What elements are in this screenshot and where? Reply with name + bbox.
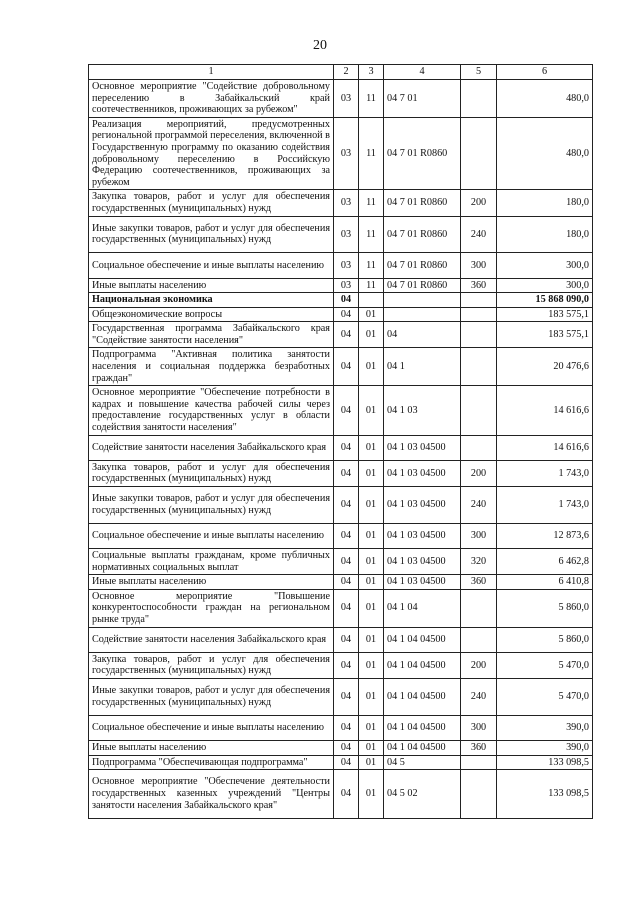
row-subsection-cell: 01	[359, 627, 384, 652]
row-amount-cell: 133 098,5	[497, 770, 593, 818]
row-target-article-cell: 04 5	[384, 755, 461, 770]
row-subsection-cell: 01	[359, 487, 384, 524]
row-target-article-cell: 04 1 04 04500	[384, 627, 461, 652]
row-subsection-cell: 01	[359, 549, 384, 575]
row-name-cell: Социальное обеспечение и иные выплаты населению	[89, 715, 334, 740]
row-section-cell: 04	[334, 322, 359, 348]
row-expense-type-cell: 300	[461, 715, 497, 740]
row-target-article-cell: 04 7 01 R0860	[384, 190, 461, 216]
table-row	[89, 253, 593, 278]
row-amount-cell: 1 743,0	[497, 460, 593, 486]
row-name-cell: Закупка товаров, работ и услуг для обеспечения государственных (муниципальных) нужд	[89, 652, 334, 678]
row-section-cell: 04	[334, 487, 359, 524]
row-name-cell: Иные закупки товаров, работ и услуг для обеспечения государственных (муниципальных) нужд	[89, 487, 334, 524]
row-amount-cell: 300,0	[497, 253, 593, 278]
row-name-cell: Иные закупки товаров, работ и услуг для обеспечения государственных (муниципальных) нужд	[89, 216, 334, 253]
row-name-cell: Основное мероприятие "Содействие добровольному переселению в Забайкальский край соотечественников, проживающих за рубежом"	[89, 80, 334, 118]
table-row	[89, 293, 593, 308]
row-subsection-cell: 01	[359, 740, 384, 755]
row-section-cell: 04	[334, 589, 359, 627]
row-amount-cell: 480,0	[497, 80, 593, 118]
row-target-article-cell	[384, 307, 461, 322]
row-amount-cell: 5 860,0	[497, 589, 593, 627]
row-target-article-cell: 04 1 03 04500	[384, 435, 461, 460]
row-amount-cell: 15 868 090,0	[497, 293, 593, 308]
row-target-article-cell: 04 1 04 04500	[384, 740, 461, 755]
column-header: 3	[359, 65, 384, 80]
row-name-cell: Закупка товаров, работ и услуг для обеспечения государственных (муниципальных) нужд	[89, 460, 334, 486]
table-row	[89, 549, 593, 575]
row-target-article-cell: 04 1 03 04500	[384, 523, 461, 548]
row-subsection-cell: 01	[359, 652, 384, 678]
row-name-cell: Социальное обеспечение и иные выплаты населению	[89, 523, 334, 548]
row-section-cell: 03	[334, 278, 359, 293]
table-row	[89, 117, 593, 190]
row-amount-cell: 6 462,8	[497, 549, 593, 575]
row-amount-cell: 183 575,1	[497, 307, 593, 322]
row-expense-type-cell: 300	[461, 523, 497, 548]
row-expense-type-cell: 240	[461, 216, 497, 253]
row-subsection-cell: 11	[359, 253, 384, 278]
table-row	[89, 487, 593, 524]
row-subsection-cell: 11	[359, 278, 384, 293]
row-subsection-cell: 01	[359, 460, 384, 486]
table-row	[89, 322, 593, 348]
row-section-cell: 04	[334, 755, 359, 770]
table-row	[89, 386, 593, 435]
table-row	[89, 307, 593, 322]
row-amount-cell: 5 470,0	[497, 652, 593, 678]
table-row	[89, 460, 593, 486]
row-expense-type-cell: 200	[461, 190, 497, 216]
table-row	[89, 278, 593, 293]
row-amount-cell: 180,0	[497, 190, 593, 216]
row-target-article-cell: 04 1 04 04500	[384, 652, 461, 678]
row-name-cell: Национальная экономика	[89, 293, 334, 308]
row-expense-type-cell: 200	[461, 460, 497, 486]
row-target-article-cell: 04 7 01 R0860	[384, 216, 461, 253]
row-subsection-cell: 01	[359, 386, 384, 435]
row-name-cell: Социальные выплаты гражданам, кроме публичных нормативных социальных выплат	[89, 549, 334, 575]
row-target-article-cell: 04 7 01 R0860	[384, 278, 461, 293]
row-amount-cell: 480,0	[497, 117, 593, 190]
row-expense-type-cell: 200	[461, 652, 497, 678]
row-section-cell: 04	[334, 307, 359, 322]
row-target-article-cell: 04 1 03	[384, 386, 461, 435]
row-subsection-cell: 01	[359, 322, 384, 348]
row-section-cell: 04	[334, 348, 359, 386]
row-subsection-cell	[359, 293, 384, 308]
row-section-cell: 04	[334, 575, 359, 590]
row-target-article-cell: 04 1 04 04500	[384, 715, 461, 740]
row-expense-type-cell: 360	[461, 575, 497, 590]
table-row	[89, 80, 593, 118]
row-subsection-cell: 11	[359, 216, 384, 253]
row-name-cell: Государственная программа Забайкальского края "Содействие занятости населения"	[89, 322, 334, 348]
row-name-cell: Основное мероприятие "Обеспечение потребности в кадрах и повышение качества рабочей силы через предоставление государственных услуг в области содействия занятости населения"	[89, 386, 334, 435]
row-name-cell: Основное мероприятие "Повышение конкурентоспособности граждан на региональном рынке труда"	[89, 589, 334, 627]
row-subsection-cell: 11	[359, 80, 384, 118]
row-target-article-cell: 04 1 03 04500	[384, 575, 461, 590]
row-section-cell: 03	[334, 80, 359, 118]
row-section-cell: 04	[334, 460, 359, 486]
row-expense-type-cell	[461, 386, 497, 435]
row-target-article-cell: 04 7 01 R0860	[384, 253, 461, 278]
table-row	[89, 740, 593, 755]
row-target-article-cell: 04 1 04 04500	[384, 678, 461, 715]
row-subsection-cell: 01	[359, 589, 384, 627]
row-section-cell: 04	[334, 715, 359, 740]
row-name-cell: Закупка товаров, работ и услуг для обеспечения государственных (муниципальных) нужд	[89, 190, 334, 216]
page-number: 20	[313, 38, 327, 53]
row-amount-cell: 14 616,6	[497, 386, 593, 435]
row-subsection-cell: 01	[359, 678, 384, 715]
row-expense-type-cell	[461, 348, 497, 386]
column-header: 2	[334, 65, 359, 80]
row-amount-cell: 20 476,6	[497, 348, 593, 386]
row-subsection-cell: 01	[359, 307, 384, 322]
row-target-article-cell: 04 7 01 R0860	[384, 117, 461, 190]
row-target-article-cell: 04 7 01	[384, 80, 461, 118]
table-row	[89, 770, 593, 818]
row-name-cell: Подпрограмма "Обеспечивающая подпрограмма"	[89, 755, 334, 770]
row-expense-type-cell	[461, 770, 497, 818]
row-section-cell: 03	[334, 253, 359, 278]
row-expense-type-cell	[461, 80, 497, 118]
row-amount-cell: 1 743,0	[497, 487, 593, 524]
row-expense-type-cell: 240	[461, 487, 497, 524]
row-section-cell: 03	[334, 216, 359, 253]
table-row	[89, 627, 593, 652]
column-header: 4	[384, 65, 461, 80]
row-amount-cell: 300,0	[497, 278, 593, 293]
row-name-cell: Иные закупки товаров, работ и услуг для обеспечения государственных (муниципальных) нужд	[89, 678, 334, 715]
column-header: 5	[461, 65, 497, 80]
row-section-cell: 04	[334, 549, 359, 575]
table-row	[89, 715, 593, 740]
row-name-cell: Реализация мероприятий, предусмотренных региональной программой переселения, включенной в Государственную программу по оказанию содействия добровольному переселению в Российскую Федерацию соотечественников, проживающих за рубежом	[89, 117, 334, 190]
row-section-cell: 04	[334, 678, 359, 715]
row-name-cell: Иные выплаты населению	[89, 740, 334, 755]
row-subsection-cell: 11	[359, 190, 384, 216]
table-row	[89, 678, 593, 715]
row-name-cell: Социальное обеспечение и иные выплаты населению	[89, 253, 334, 278]
row-subsection-cell: 01	[359, 715, 384, 740]
row-amount-cell: 390,0	[497, 740, 593, 755]
row-amount-cell: 12 873,6	[497, 523, 593, 548]
row-expense-type-cell: 240	[461, 678, 497, 715]
row-target-article-cell: 04 1 04	[384, 589, 461, 627]
row-section-cell: 04	[334, 770, 359, 818]
row-name-cell: Содействие занятости населения Забайкальского края	[89, 435, 334, 460]
row-amount-cell: 5 470,0	[497, 678, 593, 715]
row-expense-type-cell	[461, 117, 497, 190]
table-row	[89, 348, 593, 386]
table-row	[89, 523, 593, 548]
table-row	[89, 589, 593, 627]
row-target-article-cell: 04 1 03 04500	[384, 549, 461, 575]
table-row	[89, 190, 593, 216]
row-amount-cell: 5 860,0	[497, 627, 593, 652]
row-subsection-cell: 01	[359, 523, 384, 548]
row-target-article-cell: 04 5 02	[384, 770, 461, 818]
row-expense-type-cell	[461, 755, 497, 770]
row-name-cell: Иные выплаты населению	[89, 278, 334, 293]
row-subsection-cell: 11	[359, 117, 384, 190]
row-section-cell: 04	[334, 435, 359, 460]
row-section-cell: 03	[334, 117, 359, 190]
row-section-cell: 04	[334, 293, 359, 308]
row-expense-type-cell: 360	[461, 740, 497, 755]
column-header: 1	[89, 65, 334, 80]
table-row	[89, 216, 593, 253]
row-expense-type-cell	[461, 322, 497, 348]
table-header-row	[89, 65, 593, 80]
row-name-cell: Основное мероприятие "Обеспечение деятельности государственных казенных учреждений "Центры занятости населения Забайкальского края"	[89, 770, 334, 818]
row-expense-type-cell: 360	[461, 278, 497, 293]
table-row	[89, 652, 593, 678]
row-subsection-cell: 01	[359, 770, 384, 818]
row-amount-cell: 14 616,6	[497, 435, 593, 460]
row-target-article-cell	[384, 293, 461, 308]
row-amount-cell: 180,0	[497, 216, 593, 253]
row-name-cell: Подпрограмма "Активная политика занятости населения и социальная поддержка безработных граждан"	[89, 348, 334, 386]
row-name-cell: Иные выплаты населению	[89, 575, 334, 590]
row-expense-type-cell	[461, 307, 497, 322]
row-section-cell: 04	[334, 523, 359, 548]
row-section-cell: 04	[334, 386, 359, 435]
row-amount-cell: 183 575,1	[497, 322, 593, 348]
row-amount-cell: 133 098,5	[497, 755, 593, 770]
row-target-article-cell: 04 1	[384, 348, 461, 386]
row-section-cell: 04	[334, 652, 359, 678]
table-row	[89, 755, 593, 770]
row-expense-type-cell	[461, 627, 497, 652]
row-target-article-cell: 04 1 03 04500	[384, 460, 461, 486]
column-header: 6	[497, 65, 593, 80]
row-subsection-cell: 01	[359, 435, 384, 460]
row-section-cell: 04	[334, 740, 359, 755]
row-target-article-cell: 04 1 03 04500	[384, 487, 461, 524]
row-target-article-cell: 04	[384, 322, 461, 348]
row-expense-type-cell: 320	[461, 549, 497, 575]
row-name-cell: Содействие занятости населения Забайкальского края	[89, 627, 334, 652]
row-amount-cell: 6 410,8	[497, 575, 593, 590]
row-name-cell: Общеэкономические вопросы	[89, 307, 334, 322]
table-row	[89, 575, 593, 590]
row-expense-type-cell	[461, 589, 497, 627]
budget-table	[88, 64, 593, 819]
row-subsection-cell: 01	[359, 348, 384, 386]
row-section-cell: 04	[334, 627, 359, 652]
row-expense-type-cell: 300	[461, 253, 497, 278]
table-row	[89, 435, 593, 460]
row-amount-cell: 390,0	[497, 715, 593, 740]
row-subsection-cell: 01	[359, 575, 384, 590]
row-subsection-cell: 01	[359, 755, 384, 770]
row-section-cell: 03	[334, 190, 359, 216]
row-expense-type-cell	[461, 435, 497, 460]
row-expense-type-cell	[461, 293, 497, 308]
